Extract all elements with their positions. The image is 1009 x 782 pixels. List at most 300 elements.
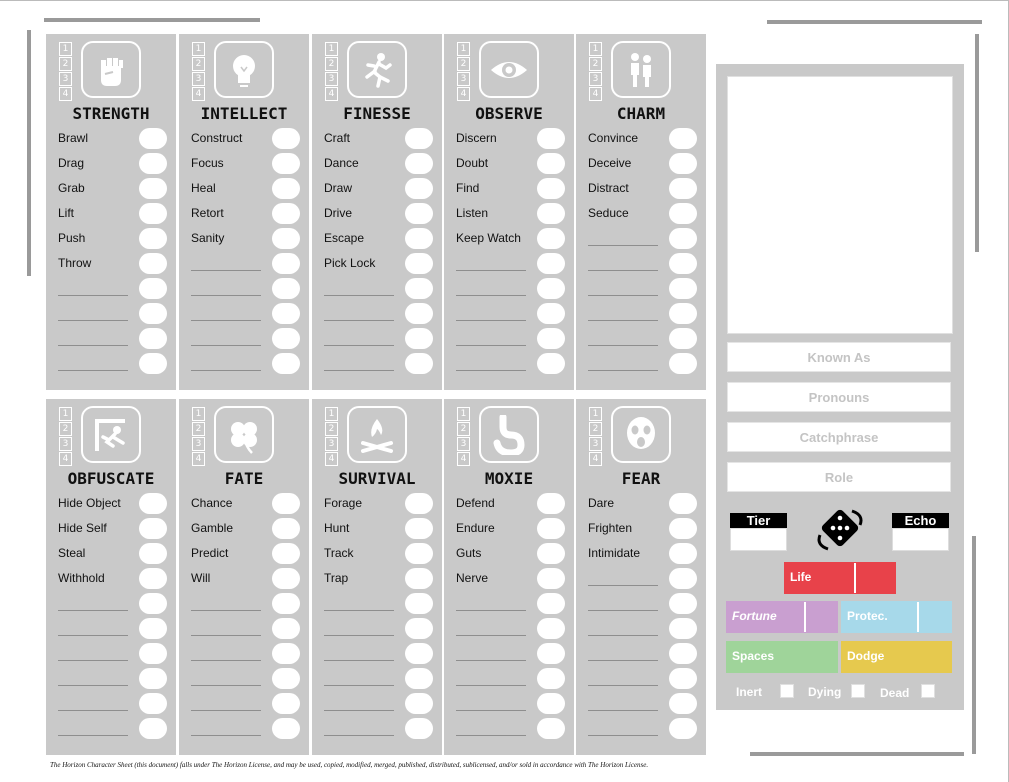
skill-label: Will	[191, 571, 211, 585]
tier-box[interactable]: 2	[59, 422, 72, 436]
skill-value-oval[interactable]	[669, 278, 697, 299]
skill-value-oval[interactable]	[405, 618, 433, 639]
skill-value-oval[interactable]	[272, 353, 300, 374]
custom-skill-line[interactable]	[456, 345, 526, 346]
tier-box[interactable]: 2	[589, 422, 602, 436]
skill-label: Hide Self	[58, 521, 107, 535]
dead-checkbox[interactable]	[921, 684, 935, 698]
skill-label: Drive	[324, 206, 353, 220]
custom-skill-line[interactable]	[58, 635, 128, 636]
skill-value-oval[interactable]	[669, 353, 697, 374]
tier-box[interactable]: 3	[59, 437, 72, 451]
skill-value-oval[interactable]	[669, 543, 697, 564]
skill-value-oval[interactable]	[537, 153, 565, 174]
skill-value-oval[interactable]	[669, 718, 697, 739]
attribute-name: INTELLECT	[200, 104, 288, 123]
lightbulb-icon	[214, 41, 274, 98]
tier-box[interactable]: 4	[192, 452, 205, 466]
skill-value-oval[interactable]	[537, 543, 565, 564]
tier-box[interactable]: 3	[325, 437, 338, 451]
tier-box[interactable]: 4	[325, 87, 338, 101]
skill-value-oval[interactable]	[405, 303, 433, 324]
custom-skill-line[interactable]	[191, 610, 261, 611]
attribute-name: FINESSE	[343, 104, 411, 123]
dying-label: Dying	[808, 685, 842, 699]
campfire-icon	[347, 406, 407, 463]
protec-bar[interactable]	[841, 601, 952, 633]
skill-label: Predict	[191, 546, 229, 560]
skill-value-oval[interactable]	[272, 228, 300, 249]
inert-label: Inert	[736, 685, 763, 699]
life-bar[interactable]	[784, 562, 896, 594]
skill-value-oval[interactable]	[139, 518, 167, 539]
skill-value-oval[interactable]	[537, 643, 565, 664]
skill-value-oval[interactable]	[405, 668, 433, 689]
skill-label: Chance	[191, 496, 233, 510]
skill-label: Hunt	[324, 521, 350, 535]
skill-value-oval[interactable]	[537, 178, 565, 199]
tier-box[interactable]: 1	[589, 407, 602, 421]
skill-label: Pick Lock	[324, 256, 376, 270]
skill-label: Focus	[191, 156, 224, 170]
skill-value-oval[interactable]	[139, 228, 167, 249]
skill-value-oval[interactable]	[139, 643, 167, 664]
tier-box[interactable]: 3	[589, 437, 602, 451]
dodge-label: Dodge	[847, 649, 885, 663]
skill-label: Dare	[588, 496, 615, 510]
skill-value-oval[interactable]	[272, 153, 300, 174]
custom-skill-line[interactable]	[588, 735, 658, 736]
skill-label: Endure	[456, 521, 495, 535]
custom-skill-line[interactable]	[58, 685, 128, 686]
tier-box[interactable]: 2	[192, 57, 205, 71]
skill-value-oval[interactable]	[669, 303, 697, 324]
attribute-panel-observe	[444, 34, 574, 390]
custom-skill-line[interactable]	[191, 295, 261, 296]
tier-box[interactable]: 2	[589, 57, 602, 71]
skill-value-oval[interactable]	[669, 568, 697, 589]
custom-skill-line[interactable]	[456, 295, 526, 296]
custom-skill-line[interactable]	[588, 660, 658, 661]
skill-value-oval[interactable]	[405, 543, 433, 564]
skill-value-oval[interactable]	[405, 128, 433, 149]
attribute-name: FEAR	[621, 469, 661, 488]
tier-track	[589, 407, 602, 467]
custom-skill-line[interactable]	[58, 370, 128, 371]
custom-skill-line[interactable]	[588, 635, 658, 636]
skill-value-oval[interactable]	[537, 303, 565, 324]
skill-value-oval[interactable]	[272, 693, 300, 714]
skill-value-oval[interactable]	[139, 718, 167, 739]
custom-skill-line[interactable]	[58, 660, 128, 661]
dodge-bar[interactable]	[841, 641, 952, 673]
attribute-panel-strength	[46, 34, 176, 390]
skill-label: Forage	[324, 496, 363, 510]
bottom-right-rule	[750, 752, 964, 756]
custom-skill-line[interactable]	[324, 710, 394, 711]
skill-value-oval[interactable]	[139, 593, 167, 614]
tier-box[interactable]: 2	[325, 422, 338, 436]
skill-value-oval[interactable]	[405, 493, 433, 514]
custom-skill-line[interactable]	[191, 270, 261, 271]
custom-skill-line[interactable]	[588, 710, 658, 711]
tier-box[interactable]: 4	[59, 452, 72, 466]
custom-skill-line[interactable]	[191, 735, 261, 736]
stomach-icon	[479, 406, 539, 463]
tier-box[interactable]: 2	[457, 422, 470, 436]
skill-value-oval[interactable]	[405, 278, 433, 299]
skill-label: Doubt	[456, 156, 489, 170]
skill-value-oval[interactable]	[669, 328, 697, 349]
tier-box[interactable]: 2	[325, 57, 338, 71]
dying-checkbox[interactable]	[851, 684, 865, 698]
skill-value-oval[interactable]	[405, 353, 433, 374]
custom-skill-line[interactable]	[456, 635, 526, 636]
tier-label: Tier	[730, 513, 787, 528]
skill-value-oval[interactable]	[537, 593, 565, 614]
skill-value-oval[interactable]	[139, 203, 167, 224]
skill-value-oval[interactable]	[669, 493, 697, 514]
tier-box[interactable]	[730, 528, 787, 551]
skill-value-oval[interactable]	[669, 153, 697, 174]
tier-box[interactable]: 1	[589, 42, 602, 56]
tier-box[interactable]: 3	[457, 72, 470, 86]
custom-skill-line[interactable]	[588, 685, 658, 686]
skill-value-oval[interactable]	[405, 693, 433, 714]
custom-skill-line[interactable]	[58, 295, 128, 296]
skill-label: Lift	[58, 206, 75, 220]
known-as-field[interactable]: Known As	[727, 342, 951, 372]
custom-skill-line[interactable]	[456, 710, 526, 711]
skill-value-oval[interactable]	[272, 568, 300, 589]
tier-track	[457, 407, 470, 467]
skill-value-oval[interactable]	[139, 493, 167, 514]
tier-box[interactable]: 2	[457, 57, 470, 71]
skill-value-oval[interactable]	[405, 228, 433, 249]
skill-value-oval[interactable]	[272, 718, 300, 739]
custom-skill-line[interactable]	[456, 370, 526, 371]
skill-label: Retort	[191, 206, 224, 220]
attribute-panel-moxie	[444, 399, 574, 755]
custom-skill-line[interactable]	[324, 685, 394, 686]
skill-label: Frighten	[588, 521, 633, 535]
tier-track	[192, 42, 205, 102]
skill-value-oval[interactable]	[139, 693, 167, 714]
custom-skill-line[interactable]	[191, 370, 261, 371]
custom-skill-line[interactable]	[324, 370, 394, 371]
skill-value-oval[interactable]	[405, 178, 433, 199]
custom-skill-line[interactable]	[588, 345, 658, 346]
fortune-bar[interactable]	[726, 601, 838, 633]
skill-value-oval[interactable]	[537, 278, 565, 299]
skill-value-oval[interactable]	[272, 593, 300, 614]
spaces-label: Spaces	[732, 649, 775, 663]
attribute-panel-obfuscate	[46, 399, 176, 755]
skill-value-oval[interactable]	[405, 153, 433, 174]
tier-box[interactable]: 4	[457, 452, 470, 466]
attribute-panel-fear	[576, 399, 706, 755]
tier-box[interactable]: 1	[192, 407, 205, 421]
clover-icon	[214, 406, 274, 463]
protec-label: Protec.	[847, 609, 888, 623]
skill-value-oval[interactable]	[669, 643, 697, 664]
custom-skill-line[interactable]	[456, 320, 526, 321]
custom-skill-line[interactable]	[191, 660, 261, 661]
skill-value-oval[interactable]	[537, 128, 565, 149]
attribute-panel-charm	[576, 34, 706, 390]
portrait-box[interactable]	[727, 76, 953, 334]
skill-value-oval[interactable]	[272, 493, 300, 514]
skill-value-oval[interactable]	[405, 328, 433, 349]
custom-skill-line[interactable]	[191, 635, 261, 636]
custom-skill-line[interactable]	[191, 685, 261, 686]
skill-value-oval[interactable]	[139, 253, 167, 274]
custom-skill-line[interactable]	[588, 270, 658, 271]
skill-label: Seduce	[588, 206, 629, 220]
skill-value-oval[interactable]	[537, 518, 565, 539]
left-edge-rule	[27, 30, 31, 276]
skill-value-oval[interactable]	[139, 178, 167, 199]
skill-value-oval[interactable]	[537, 328, 565, 349]
tier-box[interactable]: 1	[457, 42, 470, 56]
tier-box[interactable]: 4	[457, 87, 470, 101]
skill-value-oval[interactable]	[669, 593, 697, 614]
attribute-name: STRENGTH	[72, 104, 150, 123]
custom-skill-line[interactable]	[191, 710, 261, 711]
custom-skill-line[interactable]	[588, 585, 658, 586]
custom-skill-line[interactable]	[456, 660, 526, 661]
skill-value-oval[interactable]	[669, 228, 697, 249]
character-panel	[716, 64, 964, 710]
skill-value-oval[interactable]	[405, 643, 433, 664]
skill-label: Drag	[58, 156, 85, 170]
custom-skill-line[interactable]	[58, 320, 128, 321]
skill-value-oval[interactable]	[272, 203, 300, 224]
skill-value-oval[interactable]	[139, 568, 167, 589]
skill-value-oval[interactable]	[139, 153, 167, 174]
skill-value-oval[interactable]	[139, 543, 167, 564]
skill-value-oval[interactable]	[272, 303, 300, 324]
whispering-figures-icon	[611, 41, 671, 98]
skill-value-oval[interactable]	[272, 643, 300, 664]
skill-value-oval[interactable]	[272, 543, 300, 564]
attribute-panel-fate	[179, 399, 309, 755]
custom-skill-line[interactable]	[588, 245, 658, 246]
dice-icon	[812, 505, 868, 555]
skill-label: Brawl	[58, 131, 89, 145]
skill-value-oval[interactable]	[669, 693, 697, 714]
skill-label: Withhold	[58, 571, 105, 585]
top-right-rule	[767, 20, 982, 24]
attribute-panel-finesse	[312, 34, 442, 390]
attribute-name: CHARM	[616, 104, 666, 123]
skill-label: Grab	[58, 181, 85, 195]
skill-label: Deceive	[588, 156, 632, 170]
skill-value-oval[interactable]	[272, 278, 300, 299]
skill-value-oval[interactable]	[669, 668, 697, 689]
attribute-name: OBSERVE	[475, 104, 543, 123]
skill-value-oval[interactable]	[272, 128, 300, 149]
custom-skill-line[interactable]	[588, 370, 658, 371]
top-left-rule	[44, 18, 260, 22]
skill-value-oval[interactable]	[272, 618, 300, 639]
custom-skill-line[interactable]	[456, 610, 526, 611]
skill-value-oval[interactable]	[537, 568, 565, 589]
custom-skill-line[interactable]	[588, 610, 658, 611]
skill-value-oval[interactable]	[139, 668, 167, 689]
skill-label: Convince	[588, 131, 639, 145]
skill-value-oval[interactable]	[669, 518, 697, 539]
tier-track	[59, 407, 72, 467]
tier-box[interactable]: 1	[325, 42, 338, 56]
attribute-name: SURVIVAL	[338, 469, 416, 488]
tier-box[interactable]: 1	[325, 407, 338, 421]
custom-skill-line[interactable]	[58, 710, 128, 711]
skill-value-oval[interactable]	[405, 253, 433, 274]
border-top	[0, 0, 1009, 1]
skill-value-oval[interactable]	[537, 253, 565, 274]
tier-track	[457, 42, 470, 102]
custom-skill-line[interactable]	[456, 735, 526, 736]
custom-skill-line[interactable]	[324, 635, 394, 636]
tier-box[interactable]: 4	[589, 87, 602, 101]
skill-value-oval[interactable]	[272, 328, 300, 349]
life-label: Life	[790, 570, 812, 584]
tier-box[interactable]: 3	[192, 72, 205, 86]
skill-value-oval[interactable]	[139, 303, 167, 324]
skill-value-oval[interactable]	[139, 618, 167, 639]
echo-box[interactable]	[892, 528, 949, 551]
pronouns-field[interactable]: Pronouns	[727, 382, 951, 412]
skill-value-oval[interactable]	[537, 493, 565, 514]
skill-value-oval[interactable]	[272, 178, 300, 199]
skill-value-oval[interactable]	[405, 518, 433, 539]
custom-skill-line[interactable]	[58, 345, 128, 346]
skill-value-oval[interactable]	[272, 668, 300, 689]
tier-box[interactable]: 3	[192, 437, 205, 451]
tier-box[interactable]: 4	[589, 452, 602, 466]
skill-value-oval[interactable]	[405, 568, 433, 589]
custom-skill-line[interactable]	[456, 270, 526, 271]
custom-skill-line[interactable]	[58, 610, 128, 611]
custom-skill-line[interactable]	[191, 320, 261, 321]
fortune-label: Fortune	[732, 609, 777, 623]
custom-skill-line[interactable]	[588, 295, 658, 296]
skill-label: Heal	[191, 181, 216, 195]
custom-skill-line[interactable]	[58, 735, 128, 736]
skill-label: Defend	[456, 496, 495, 510]
skill-value-oval[interactable]	[272, 518, 300, 539]
custom-skill-line[interactable]	[324, 345, 394, 346]
skill-label: Guts	[456, 546, 482, 560]
custom-skill-line[interactable]	[324, 610, 394, 611]
skill-label: Track	[324, 546, 354, 560]
tier-box[interactable]: 3	[59, 72, 72, 86]
attribute-name: MOXIE	[484, 469, 534, 488]
catchphrase-field[interactable]: Catchphrase	[727, 422, 951, 452]
tier-box[interactable]: 1	[457, 407, 470, 421]
skill-label: Craft	[324, 131, 351, 145]
skill-label: Nerve	[456, 571, 489, 585]
tier-box[interactable]: 1	[59, 42, 72, 56]
custom-skill-line[interactable]	[588, 320, 658, 321]
spaces-bar[interactable]	[726, 641, 838, 673]
skill-value-oval[interactable]	[669, 203, 697, 224]
tier-box[interactable]: 1	[192, 42, 205, 56]
custom-skill-line[interactable]	[456, 685, 526, 686]
skill-label: Escape	[324, 231, 365, 245]
skill-value-oval[interactable]	[669, 618, 697, 639]
skill-label: Intimidate	[588, 546, 641, 560]
skill-value-oval[interactable]	[139, 353, 167, 374]
attribute-panel-intellect	[179, 34, 309, 390]
fist-icon	[81, 41, 141, 98]
skill-value-oval[interactable]	[537, 718, 565, 739]
skill-label: Listen	[456, 206, 489, 220]
custom-skill-line[interactable]	[324, 295, 394, 296]
skill-value-oval[interactable]	[537, 668, 565, 689]
skill-label: Steal	[58, 546, 86, 560]
skill-value-oval[interactable]	[405, 203, 433, 224]
inert-checkbox[interactable]	[780, 684, 794, 698]
skill-value-oval[interactable]	[537, 228, 565, 249]
license-footer: The Horizon Character Sheet (this document) falls under The Horizon License, and may be used, copied, modified, merged, published, distributed, sublicensed, and/or sold in accordance with The Horizon License.	[50, 761, 649, 769]
skill-value-oval[interactable]	[405, 593, 433, 614]
tier-track	[325, 42, 338, 102]
attribute-name: OBFUSCATE	[67, 469, 155, 488]
screaming-face-icon	[611, 406, 671, 463]
echo-label: Echo	[892, 513, 949, 528]
role-field[interactable]: Role	[727, 462, 951, 492]
skill-value-oval[interactable]	[537, 353, 565, 374]
tier-box[interactable]: 3	[325, 72, 338, 86]
tier-box[interactable]: 3	[589, 72, 602, 86]
tier-box[interactable]: 4	[192, 87, 205, 101]
skill-value-oval[interactable]	[669, 128, 697, 149]
skill-value-oval[interactable]	[537, 203, 565, 224]
tier-box[interactable]: 2	[192, 422, 205, 436]
custom-skill-line[interactable]	[324, 320, 394, 321]
running-figure-icon	[347, 41, 407, 98]
tier-box[interactable]: 1	[59, 407, 72, 421]
skill-label: Find	[456, 181, 480, 195]
skill-label: Throw	[58, 256, 92, 270]
custom-skill-line[interactable]	[191, 345, 261, 346]
skill-value-oval[interactable]	[405, 718, 433, 739]
skill-value-oval[interactable]	[669, 178, 697, 199]
hiding-figure-icon	[81, 406, 141, 463]
custom-skill-line[interactable]	[324, 660, 394, 661]
skill-value-oval[interactable]	[272, 253, 300, 274]
attribute-name: FATE	[224, 469, 264, 488]
tier-box[interactable]: 4	[325, 452, 338, 466]
skill-label: Hide Object	[58, 496, 121, 510]
skill-value-oval[interactable]	[139, 278, 167, 299]
tier-track	[325, 407, 338, 467]
skill-value-oval[interactable]	[537, 618, 565, 639]
skill-value-oval[interactable]	[669, 253, 697, 274]
right-bottom-edge-rule	[972, 536, 976, 754]
tier-box[interactable]: 4	[59, 87, 72, 101]
skill-label: Keep Watch	[456, 231, 521, 245]
custom-skill-line[interactable]	[324, 735, 394, 736]
skill-value-oval[interactable]	[139, 328, 167, 349]
tier-box[interactable]: 3	[457, 437, 470, 451]
tier-track	[589, 42, 602, 102]
skill-value-oval[interactable]	[537, 693, 565, 714]
skill-value-oval[interactable]	[139, 128, 167, 149]
tier-box[interactable]: 2	[59, 57, 72, 71]
